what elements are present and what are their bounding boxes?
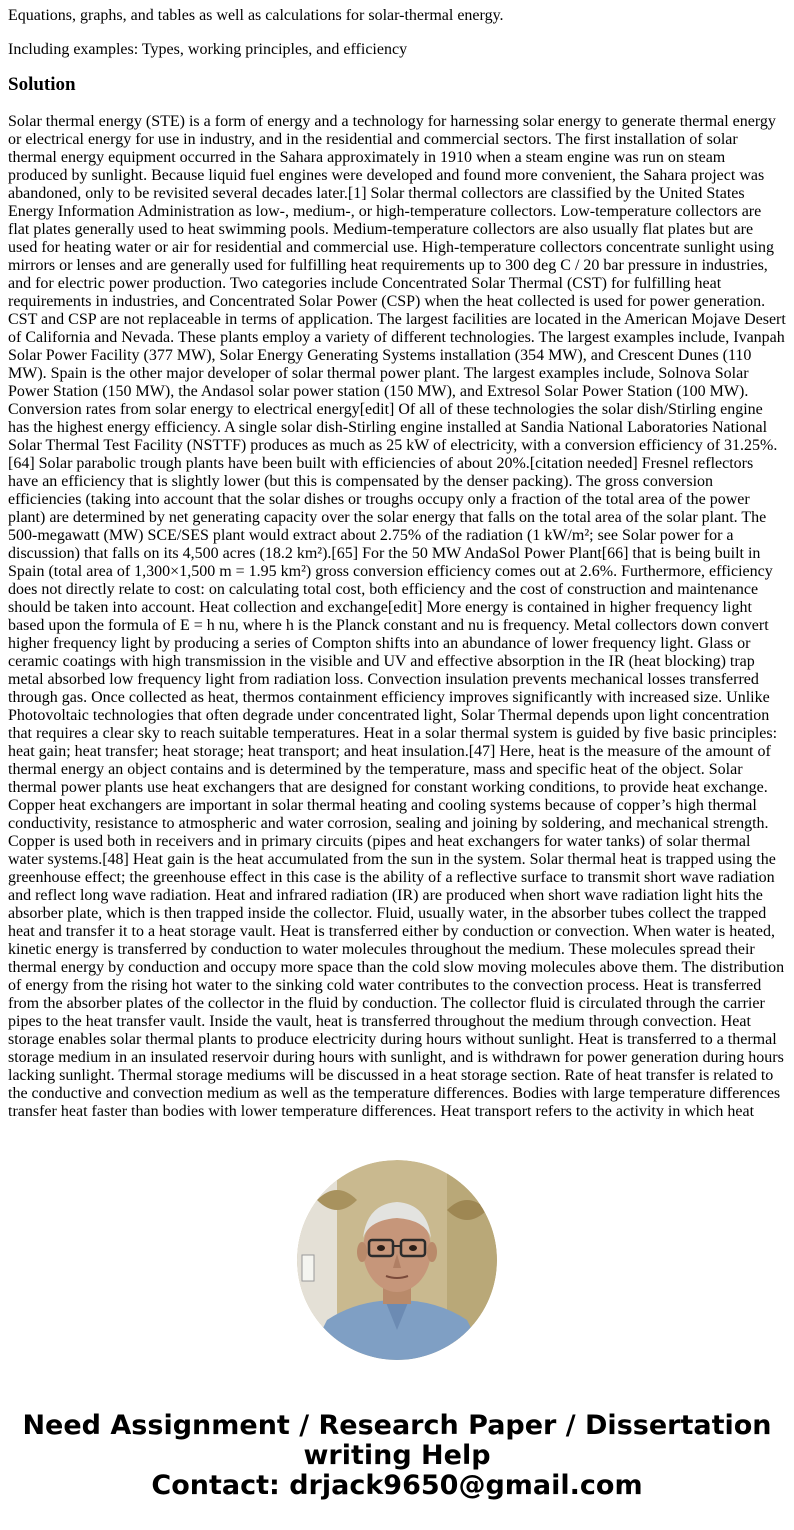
tutor-avatar-photo [297,1160,497,1360]
question-line-2: Including examples: Types, working principles, and efficiency [8,41,408,58]
question-line-1: Equations, graphs, and tables as well as calculations for solar-thermal energy. [8,7,504,24]
solution-heading: Solution [8,74,76,95]
promo-line-1: Need Assignment / Research Paper / Dissertation [22,1410,772,1441]
promo-line-2: writing Help [303,1440,491,1471]
solution-body: Solar thermal energy (STE) is a form of energy and a technology for harnessing solar energy to generate thermal energy or electrical energy for use in industry, and in the residential and commercial sectors. The first installation of solar thermal energy equipment occurred in the Sahara approximately in 1910 when a steam engine was run on steam produced by sunlight. Because liquid fuel engines were developed and found more convenient, the Sahara project was abandoned, only to be revisited several decades later.[1] Solar thermal collectors are classified by the United States Energy Information Administration as low-, medium-, or high-temperature collectors. Low-temperature collectors are flat plates generally used to heat swimming pools. Medium-temperature collectors are also usually flat plates but are used for heating water or air for residential and commercial use. High-temperature collectors concentrate sunlight using mirrors or lenses and are generally used for fulfilling heat requirements up to 300 deg C / 20 bar pressure in industries, and for electric power production. Two categories include Concentrated Solar Thermal (CST) for fulfilling heat requirements in industries, and Concentrated Solar Power (CSP) when the heat collected is used for power generation. CST and CSP are not replaceable in terms of application. The largest facilities are located in the American Mojave Desert of California and Nevada. These plants employ a variety of different technologies. The largest examples include, Ivanpah Solar Power Facility (377 MW), Solar Energy Generating Systems installation (354 MW), and Crescent Dunes (110 MW). Spain is the other major developer of solar thermal power plant. The largest examples include, Solnova Solar Power Station (150 MW), the Andasol solar power station (150 MW), and Extresol Solar Power Station (100 MW). Conversion rates from solar energy to electrical energy[edit] Of all of these technologies the solar dish/Stirling engine has the highest energy efficiency. A single solar dish-Stirling engine installed at Sandia National Laboratories National Solar Thermal Test Facility (NSTTF) produces as much as 25 kW of electricity, with a conversion efficiency of 31.25%.[64] Solar parabolic trough plants have been built with efficiencies of about 20%.[citation needed] Fresnel reflectors have an efficiency that is slightly lower (but this is compensated by the denser packing). The gross conversion efficiencies (taking into account that the solar dishes or troughs occupy only a fraction of the total area of the power plant) are determined by net generating capacity over the solar energy that falls on the total area of the solar plant. The 500-megawatt (MW) SCE/SES plant would extract about 2.75% of the radiation (1 kW/m²; see Solar power for a discussion) that falls on its 4,500 acres (18.2 km²).[65] For the 50 MW AndaSol Power Plant[66] that is being built in Spain (total area of 1,300×1,500 m = 1.95 km²) gross conversion efficiency comes out at 2.6%. Furthermore, efficiency does not directly relate to cost: on calculating total cost, both efficiency and the cost of construction and maintenance should be taken into account. Heat collection and exchange[edit] More energy is contained in higher frequency light based upon the formula of E = h nu, where h is the Planck constant and nu is frequency. Metal collectors down convert higher frequency light by producing a series of Compton shifts into an abundance of lower frequency light. Glass or ceramic coatings with high transmission in the visible and UV and effective absorption in the IR (heat blocking) trap metal absorbed low frequency light from radiation loss. Convection insulation prevents mechanical losses transferred through gas. Once collected as heat, thermos containment efficiency improves significantly with increased size. Unlike Photovoltaic technologies that often degrade under concentrated light, Solar Thermal depends upon light concentration that requires a clear sky to reach suitable temperatures. Heat in a solar thermal system is guided by five basic principles: heat gain; heat transfer; heat storage; heat transport; and heat insulation.[47] Here, heat is the measure of the amount of thermal energy an object contains and is determined by the temperature, mass and specific heat of the object. Solar thermal power plants use heat exchangers that are designed for constant working conditions, to provide heat exchange. Copper heat exchangers are important in solar thermal heating and cooling systems because of copper’s high thermal conductivity, resistance to atmospheric and water corrosion, sealing and joining by soldering, and mechanical strength. Copper is used both in receivers and in primary circuits (pipes and heat exchangers for water tanks) of solar thermal water systems.[48] Heat gain is the heat accumulated from the sun in the system. Solar thermal heat is trapped using the greenhouse effect; the greenhouse effect in this case is the ability of a reflective surface to transmit short wave radiation and reflect long wave radiation. Heat and infrared radiation (IR) are produced when short wave radiation light hits the absorber plate, which is then trapped inside the collector. Fluid, usually water, in the absorber tubes collect the trapped heat and transfer it to a heat storage vault. Heat is transferred either by conduction or convection. When water is heated, kinetic energy is transferred by conduction to water molecules throughout the medium. These molecules spread their thermal energy by conduction and occupy more space than the cold slow moving molecules above them. The distribution of energy from the rising hot water to the sinking cold water contributes to the convection process. Heat is transferred from the absorber plates of the collector in the fluid by conduction. The collector fluid is circulated through the carrier pipes to the heat transfer vault. Inside the vault, heat is transferred throughout the medium through convection. Heat storage enables solar thermal plants to produce electricity during hours without sunlight. Heat is transferred to a thermal storage medium in an insulated reservoir during hours with sunlight, and is withdrawn for power generation during hours lacking sunlight. Thermal storage mediums will be discussed in a heat storage section. Rate of heat transfer is related to the conductive and convection medium as well as the temperature differences. Bodies with large temperature differences transfer heat faster than bodies with lower temperature differences. Heat transport refers to the activity in which heat [8,113,786,1119]
promo-contact: Contact: drjack9650@gmail.com [151,1470,643,1501]
page-content [0,7,794,1119]
avatar [297,1160,497,1360]
promo-banner [0,1411,794,1501]
